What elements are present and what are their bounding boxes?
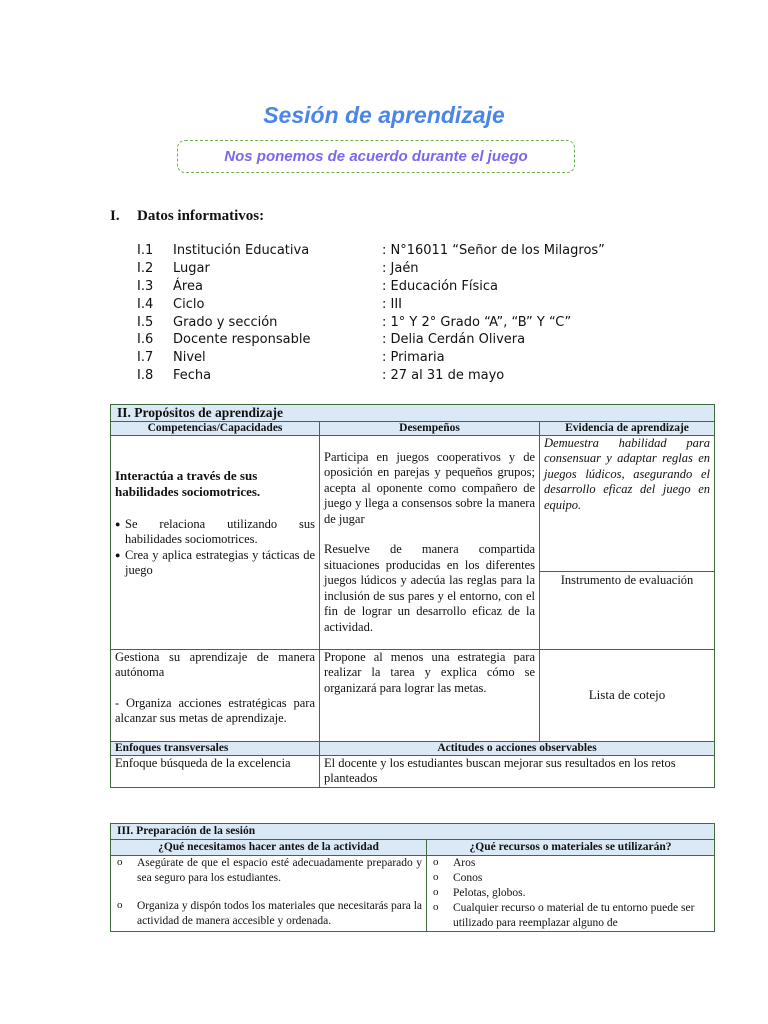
info-value: : Jaén <box>382 260 419 276</box>
antes-item: o Organiza y dispón todos los materiales que necesitarás para la actividad de manera accesible y ordenada. <box>115 899 422 929</box>
col-header-competencias: Competencias/Capacidades <box>111 421 320 435</box>
info-code: I.5 <box>137 314 154 330</box>
section1-title: Datos informativos: <box>137 208 265 224</box>
page-title: Sesión de aprendizaje <box>263 102 505 128</box>
info-value: : 1° Y 2° Grado “A”, “B” Y “C” <box>382 314 572 330</box>
info-label: Lugar <box>173 260 210 276</box>
col-header-antes: ¿Qué necesitamos hacer antes de la actividad <box>111 840 427 856</box>
section1-heading <box>110 208 264 225</box>
subtitle: Nos ponemos de acuerdo durante el juego <box>224 148 528 165</box>
info-label: Institución Educativa <box>173 243 310 258</box>
desempeno-cell-1 <box>320 435 540 649</box>
desempeno-1a: Participa en juegos cooperativos y de oposición en parejas y pequeños grupos; acepta al oponente como compañero de juego y llega a consensos sobre la manera de jugar <box>324 449 535 526</box>
competencia-cell-2 <box>111 649 320 741</box>
recursos-cell <box>427 856 715 932</box>
info-label: Docente responsable <box>173 332 311 348</box>
col-header-evidencia: Evidencia de aprendizaje <box>540 421 715 435</box>
section2-title: II. Propósitos de aprendizaje <box>111 405 715 422</box>
enfoques-header: Enfoques transversales <box>111 741 320 755</box>
recurso-item: o Conos <box>431 871 710 886</box>
info-value: : N°16011 “Señor de los Milagros” <box>382 243 605 258</box>
info-label: Fecha <box>173 368 212 384</box>
instrumento-value: Lista de cotejo <box>540 649 715 741</box>
section1-number: I. <box>110 208 120 224</box>
antes-cell <box>111 856 427 932</box>
preparation-table <box>110 823 715 932</box>
competencia-2: Gestiona su aprendizaje de manera autónoma <box>115 649 315 679</box>
col-header-desempenos: Desempeños <box>320 421 540 435</box>
info-value: : Educación Física <box>382 278 499 294</box>
info-code: I.3 <box>137 278 154 294</box>
info-value: : 27 al 31 de mayo <box>382 368 505 384</box>
info-code: I.4 <box>137 296 154 312</box>
evidencia-cell: Demuestra habilidad para consensuar y adaptar reglas en juegos lúdicos, asegurando el desarrollo eficaz del juego en equipo. <box>540 435 715 571</box>
instrumento-header: Instrumento de evaluación <box>540 571 715 649</box>
purposes-table <box>110 404 715 788</box>
info-code: I.6 <box>137 332 154 348</box>
info-value: : Delia Cerdán Olivera <box>382 332 526 348</box>
capacidad-1b: ● Crea y aplica estrategias y tácticas de juego <box>115 548 315 579</box>
info-label: Ciclo <box>173 296 205 312</box>
recurso-item: o Aros <box>431 856 710 871</box>
actitudes-header: Actitudes o acciones observables <box>320 741 715 755</box>
recurso-item: o Cualquier recurso o material de tu entorno puede ser utilizado para reemplazar alguno de <box>431 901 710 931</box>
info-label: Grado y sección <box>173 314 278 330</box>
capacidad-2: - Organiza acciones estratégicas para alcanzar sus metas de aprendizaje. <box>115 695 315 725</box>
capacidad-1a: ● Se relaciona utilizando sus habilidades sociomotrices. <box>115 517 315 548</box>
info-label: Nivel <box>173 350 206 366</box>
actitud-value: El docente y los estudiantes buscan mejorar sus resultados en los retos planteados <box>320 755 715 787</box>
desempeno-2: Propone al menos una estrategia para realizar la tarea y explica cómo se organizará para lograr las metas. <box>320 649 540 741</box>
recurso-item: o Pelotas, globos. <box>431 886 710 901</box>
info-code: I.7 <box>137 350 154 366</box>
info-code: I.8 <box>137 368 154 384</box>
info-label: Área <box>173 278 203 294</box>
info-code: I.2 <box>137 260 154 276</box>
col-header-recursos: ¿Qué recursos o materiales se utilizarán? <box>427 840 715 856</box>
section3-title: III. Preparación de la sesión <box>111 824 715 840</box>
enfoque-value: Enfoque búsqueda de la excelencia <box>111 755 320 787</box>
desempeno-1b: Resuelve de manera compartida situaciones producidas en los diferentes juegos lúdicos y adecúa las reglas para la inclusión de sus pares y el entorno, con el fin de lograr un desarrollo eficaz de la actividad. <box>324 542 535 634</box>
info-code: I.1 <box>137 243 154 258</box>
subtitle-box <box>177 140 575 173</box>
info-value: : Primaria <box>382 350 445 366</box>
competencia-cell-1 <box>111 435 320 649</box>
competencia-1: Interactúa a través de sus habilidades sociomotrices. <box>115 467 261 499</box>
info-value: : III <box>382 296 403 312</box>
antes-item: o Asegúrate de que el espacio esté adecuadamente preparado y sea seguro para los estudiantes. <box>115 856 422 886</box>
